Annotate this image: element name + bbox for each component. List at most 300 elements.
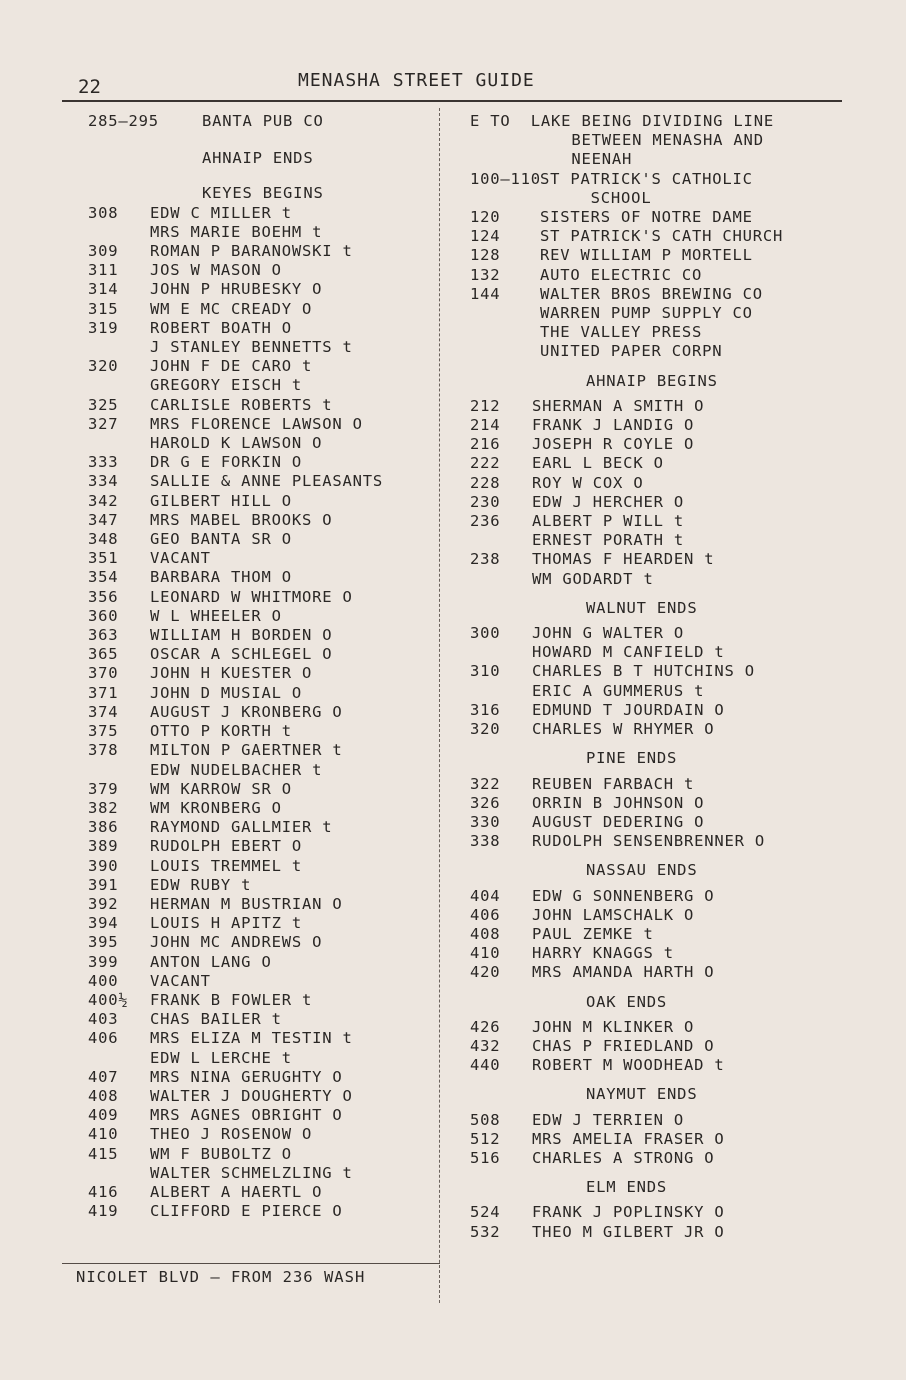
resident-name: WM KARROW SR O bbox=[150, 779, 292, 798]
house-number: 392 bbox=[88, 894, 119, 913]
list-item bbox=[88, 511, 438, 530]
list-item bbox=[470, 701, 890, 720]
list-item bbox=[470, 1223, 890, 1242]
house-number: 322 bbox=[470, 774, 501, 793]
list-item bbox=[88, 664, 438, 683]
house-number: 370 bbox=[88, 664, 119, 683]
street-heading: NAYMUT ENDS bbox=[586, 1085, 698, 1104]
house-number: 516 bbox=[470, 1148, 501, 1167]
resident-name: MRS AGNES OBRIGHT O bbox=[150, 1106, 343, 1125]
left-entries-list bbox=[88, 204, 438, 1222]
resident-name: RUDOLPH SENSENBRENNER O bbox=[532, 832, 766, 851]
house-number bbox=[470, 682, 532, 701]
list-item bbox=[470, 1130, 890, 1149]
list-item bbox=[470, 887, 890, 906]
resident-name: LEONARD W WHITMORE O bbox=[150, 587, 353, 606]
resident-name: CHARLES W RHYMER O bbox=[532, 720, 715, 739]
house-number: 333 bbox=[88, 453, 119, 472]
list-item bbox=[88, 204, 438, 223]
resident-name: WALTER SCHMELZLING t bbox=[150, 1163, 353, 1182]
intro-line: BETWEEN MENASHA AND bbox=[470, 131, 764, 150]
resident-name: SHERMAN A SMITH O bbox=[532, 396, 705, 415]
house-number bbox=[88, 434, 150, 453]
list-item bbox=[88, 112, 438, 131]
house-number bbox=[470, 189, 540, 208]
list-item bbox=[88, 799, 438, 818]
resident-name: MRS ELIZA M TESTIN t bbox=[150, 1029, 353, 1048]
house-number bbox=[470, 531, 532, 550]
house-number: 356 bbox=[88, 587, 119, 606]
house-number bbox=[470, 304, 540, 323]
house-number bbox=[470, 570, 532, 589]
list-item bbox=[470, 550, 890, 569]
house-number: 128 bbox=[470, 246, 501, 265]
house-number: 532 bbox=[470, 1222, 501, 1241]
resident-name: LOUIS H APITZ t bbox=[150, 914, 302, 933]
list-item bbox=[88, 1049, 438, 1068]
resident-name: THOMAS F HEARDEN t bbox=[532, 550, 715, 569]
resident-name: MRS AMELIA FRASER O bbox=[532, 1129, 725, 1148]
house-number: 319 bbox=[88, 318, 119, 337]
list-item bbox=[88, 1106, 438, 1125]
list-item bbox=[470, 227, 890, 246]
right-sections-list bbox=[470, 170, 890, 1242]
house-number: 351 bbox=[88, 549, 119, 568]
resident-name: GILBERT HILL O bbox=[150, 491, 292, 510]
house-number: 228 bbox=[470, 473, 501, 492]
resident-name: JOHN LAMSCHALK O bbox=[532, 905, 695, 924]
resident-name: ROBERT M WOODHEAD t bbox=[532, 1056, 725, 1075]
resident-name: EARL L BECK O bbox=[532, 454, 664, 473]
resident-name: AUGUST DEDERING O bbox=[532, 812, 705, 831]
list-item bbox=[88, 568, 438, 587]
resident-name: MRS MABEL BROOKS O bbox=[150, 510, 333, 529]
resident-name: SALLIE & ANNE PLEASANTS bbox=[150, 472, 384, 491]
resident-name: VACANT bbox=[150, 549, 211, 568]
resident-name: OSCAR A SCHLEGEL O bbox=[150, 645, 333, 664]
list-item bbox=[88, 300, 438, 319]
resident-name: W L WHEELER O bbox=[150, 606, 282, 625]
resident-name: HOWARD M CANFIELD t bbox=[532, 643, 725, 662]
house-number: 400½ bbox=[88, 990, 129, 1009]
list-item bbox=[88, 434, 438, 453]
resident-name: EDW J HERCHER O bbox=[532, 492, 684, 511]
house-number: 400 bbox=[88, 971, 119, 990]
list-item bbox=[470, 662, 890, 681]
list-item bbox=[470, 246, 890, 265]
resident-name: JOHN M KLINKER O bbox=[532, 1017, 695, 1036]
resident-name: HARRY KNAGGS t bbox=[532, 944, 674, 963]
footer-rule bbox=[62, 1263, 440, 1264]
house-number: 508 bbox=[470, 1110, 501, 1129]
resident-name: WARREN PUMP SUPPLY CO bbox=[540, 304, 753, 323]
house-number: 124 bbox=[470, 227, 501, 246]
resident-name: BANTA PUB CO bbox=[202, 112, 324, 130]
house-number: 144 bbox=[470, 284, 501, 303]
list-item bbox=[470, 1018, 890, 1037]
list-item bbox=[470, 170, 890, 189]
list-item bbox=[88, 722, 438, 741]
house-number bbox=[88, 338, 150, 357]
house-number: 407 bbox=[88, 1067, 119, 1086]
house-number: 410 bbox=[470, 944, 501, 963]
street-heading: ELM ENDS bbox=[586, 1178, 668, 1197]
resident-name: ROMAN P BARANOWSKI t bbox=[150, 242, 353, 261]
list-item bbox=[88, 280, 438, 299]
resident-name: ALBERT A HAERTL O bbox=[150, 1182, 323, 1201]
list-item bbox=[470, 570, 890, 589]
resident-name: WM E MC CREADY O bbox=[150, 299, 313, 318]
street-heading: AHNAIP BEGINS bbox=[586, 371, 718, 390]
list-item bbox=[470, 832, 890, 851]
resident-name: CHAS BAILER t bbox=[150, 1010, 282, 1029]
resident-name: WM KRONBERG O bbox=[150, 798, 282, 817]
resident-name: JOHN G WALTER O bbox=[532, 624, 684, 643]
list-item bbox=[470, 794, 890, 813]
intro-line: NEENAH bbox=[470, 150, 633, 169]
resident-name: ROBERT BOATH O bbox=[150, 318, 292, 337]
house-number: 120 bbox=[470, 208, 501, 227]
house-number: 426 bbox=[470, 1017, 501, 1036]
list-item bbox=[88, 472, 438, 491]
resident-name: SCHOOL bbox=[540, 188, 652, 207]
list-item bbox=[470, 720, 890, 739]
house-number: 132 bbox=[470, 265, 501, 284]
resident-name: ERIC A GUMMERUS t bbox=[532, 681, 705, 700]
house-number: 382 bbox=[88, 798, 119, 817]
list-item bbox=[470, 397, 890, 416]
resident-name: JOHN MC ANDREWS O bbox=[150, 933, 323, 952]
list-item bbox=[88, 895, 438, 914]
resident-name: ROY W COX O bbox=[532, 473, 644, 492]
list-item bbox=[470, 1056, 890, 1075]
house-number: 406 bbox=[470, 905, 501, 924]
resident-name: AUTO ELECTRIC CO bbox=[540, 265, 703, 284]
resident-name: HERMAN M BUSTRIAN O bbox=[150, 894, 343, 913]
list-item bbox=[88, 876, 438, 895]
house-number: 330 bbox=[470, 812, 501, 831]
list-item bbox=[88, 492, 438, 511]
list-item bbox=[88, 1183, 438, 1202]
house-number bbox=[88, 1164, 150, 1183]
street-heading: OAK ENDS bbox=[586, 992, 668, 1011]
list-item bbox=[470, 342, 890, 361]
house-number: 212 bbox=[470, 396, 501, 415]
list-item bbox=[88, 319, 438, 338]
resident-name: EDW J TERRIEN O bbox=[532, 1110, 684, 1129]
house-number: 347 bbox=[88, 510, 119, 529]
list-item bbox=[88, 933, 438, 952]
house-number: 311 bbox=[88, 261, 119, 280]
resident-name: CHARLES B T HUTCHINS O bbox=[532, 662, 755, 681]
resident-name: MRS MARIE BOEHM t bbox=[150, 222, 323, 241]
house-number: 390 bbox=[88, 856, 119, 875]
list-item bbox=[88, 703, 438, 722]
list-item bbox=[88, 1068, 438, 1087]
page-title: MENASHA STREET GUIDE bbox=[298, 70, 535, 91]
resident-name: MRS FLORENCE LAWSON O bbox=[150, 414, 363, 433]
house-number: 419 bbox=[88, 1202, 119, 1221]
resident-name: PAUL ZEMKE t bbox=[532, 924, 654, 943]
list-item bbox=[470, 454, 890, 473]
header-rule bbox=[62, 100, 842, 102]
list-item bbox=[88, 972, 438, 991]
list-item bbox=[88, 1125, 438, 1144]
house-number: 365 bbox=[88, 645, 119, 664]
list-item bbox=[470, 266, 890, 285]
resident-name: EDW L LERCHE t bbox=[150, 1048, 292, 1067]
resident-name: CHAS P FRIEDLAND O bbox=[532, 1036, 715, 1055]
resident-name: ST PATRICK'S CATHOLIC bbox=[540, 169, 753, 188]
resident-name: FRANK B FOWLER t bbox=[150, 990, 313, 1009]
resident-name: ST PATRICK'S CATH CHURCH bbox=[540, 227, 784, 246]
resident-name: MRS NINA GERUGHTY O bbox=[150, 1067, 343, 1086]
resident-name: CLIFFORD E PIERCE O bbox=[150, 1202, 343, 1221]
house-number: 404 bbox=[470, 886, 501, 905]
house-number: 386 bbox=[88, 818, 119, 837]
list-item bbox=[88, 453, 438, 472]
house-number: 308 bbox=[88, 203, 119, 222]
house-number: 410 bbox=[88, 1125, 119, 1144]
house-number: 399 bbox=[88, 952, 119, 971]
house-number: 432 bbox=[470, 1036, 501, 1055]
house-number: 214 bbox=[470, 416, 501, 435]
house-number: 316 bbox=[470, 700, 501, 719]
house-number: 391 bbox=[88, 875, 119, 894]
house-number: 524 bbox=[470, 1203, 501, 1222]
street-heading: PINE ENDS bbox=[586, 749, 678, 768]
list-item bbox=[470, 304, 890, 323]
resident-name: ALBERT P WILL t bbox=[532, 512, 684, 531]
list-item bbox=[470, 531, 890, 550]
intro-text bbox=[470, 112, 890, 170]
house-number: 325 bbox=[88, 395, 119, 414]
house-number: 236 bbox=[470, 512, 501, 531]
house-number: 406 bbox=[88, 1029, 119, 1048]
house-number: 363 bbox=[88, 626, 119, 645]
list-item bbox=[88, 991, 438, 1010]
street-heading: KEYES BEGINS bbox=[202, 184, 324, 203]
house-number: 238 bbox=[470, 550, 501, 569]
resident-name: WM GODARDT t bbox=[532, 569, 654, 588]
house-number bbox=[470, 342, 540, 361]
house-number: 354 bbox=[88, 568, 119, 587]
house-number: 395 bbox=[88, 933, 119, 952]
resident-name: J STANLEY BENNETTS t bbox=[150, 338, 353, 357]
house-number: 374 bbox=[88, 702, 119, 721]
resident-name: SISTERS OF NOTRE DAME bbox=[540, 208, 753, 227]
house-number: 309 bbox=[88, 242, 119, 261]
resident-name: JOHN P HRUBESKY O bbox=[150, 280, 323, 299]
list-item bbox=[88, 1164, 438, 1183]
intro-line: E TO LAKE BEING DIVIDING LINE bbox=[470, 112, 774, 130]
resident-name: CHARLES A STRONG O bbox=[532, 1148, 715, 1167]
house-number: 300 bbox=[470, 624, 501, 643]
resident-name: OTTO P KORTH t bbox=[150, 722, 292, 741]
resident-name: FRANK J LANDIG O bbox=[532, 416, 695, 435]
house-number: 409 bbox=[88, 1106, 119, 1125]
house-number: 408 bbox=[88, 1086, 119, 1105]
house-number: 408 bbox=[470, 924, 501, 943]
list-item bbox=[88, 1145, 438, 1164]
resident-name: CARLISLE ROBERTS t bbox=[150, 395, 333, 414]
resident-name: ERNEST PORATH t bbox=[532, 531, 684, 550]
resident-name: JOS W MASON O bbox=[150, 261, 282, 280]
resident-name: EDW G SONNENBERG O bbox=[532, 886, 715, 905]
list-item bbox=[88, 357, 438, 376]
house-number bbox=[88, 1049, 150, 1068]
resident-name: DR G E FORKIN O bbox=[150, 453, 302, 472]
list-item bbox=[88, 338, 438, 357]
list-item bbox=[88, 261, 438, 280]
list-item bbox=[470, 1037, 890, 1056]
resident-name: WALTER BROS BREWING CO bbox=[540, 284, 763, 303]
resident-name: GEO BANTA SR O bbox=[150, 530, 292, 549]
resident-name: ANTON LANG O bbox=[150, 952, 272, 971]
resident-name: EDW RUBY t bbox=[150, 875, 252, 894]
resident-name: JOSEPH R COYLE O bbox=[532, 435, 695, 454]
resident-name: RAYMOND GALLMIER t bbox=[150, 818, 333, 837]
resident-name: MILTON P GAERTNER t bbox=[150, 741, 343, 760]
list-item bbox=[470, 682, 890, 701]
house-number: 327 bbox=[88, 414, 119, 433]
street-heading: NASSAU ENDS bbox=[586, 861, 698, 880]
resident-name: RUDOLPH EBERT O bbox=[150, 837, 302, 856]
resident-name: HAROLD K LAWSON O bbox=[150, 434, 323, 453]
resident-name: MRS AMANDA HARTH O bbox=[532, 963, 715, 982]
house-number bbox=[88, 761, 150, 780]
list-item bbox=[470, 813, 890, 832]
list-item bbox=[88, 684, 438, 703]
list-item bbox=[88, 588, 438, 607]
list-item bbox=[88, 415, 438, 434]
house-number bbox=[88, 223, 150, 242]
list-item bbox=[88, 837, 438, 856]
list-item bbox=[470, 963, 890, 982]
house-number: 315 bbox=[88, 299, 119, 318]
house-number: 334 bbox=[88, 472, 119, 491]
resident-name: VACANT bbox=[150, 971, 211, 990]
street-heading: AHNAIP ENDS bbox=[202, 149, 314, 168]
list-item bbox=[88, 1010, 438, 1029]
list-item bbox=[470, 775, 890, 794]
resident-name: LOUIS TREMMEL t bbox=[150, 856, 302, 875]
right-column bbox=[470, 112, 890, 1242]
list-item bbox=[470, 189, 890, 208]
resident-name: REV WILLIAM P MORTELL bbox=[540, 246, 753, 265]
street-heading: WALNUT ENDS bbox=[586, 598, 698, 617]
resident-name: JOHN F DE CARO t bbox=[150, 357, 313, 376]
list-item bbox=[88, 626, 438, 645]
house-number: 230 bbox=[470, 492, 501, 511]
house-number: 222 bbox=[470, 454, 501, 473]
house-number: 285–295 bbox=[88, 112, 159, 130]
house-number: 415 bbox=[88, 1144, 119, 1163]
resident-name: EDW NUDELBACHER t bbox=[150, 760, 323, 779]
list-item bbox=[470, 1203, 890, 1222]
resident-name: THEO J ROSENOW O bbox=[150, 1125, 313, 1144]
resident-name: JOHN H KUESTER O bbox=[150, 664, 313, 683]
list-item bbox=[470, 512, 890, 531]
house-number: 375 bbox=[88, 722, 119, 741]
house-number: 403 bbox=[88, 1010, 119, 1029]
list-item bbox=[470, 906, 890, 925]
resident-name: FRANK J POPLINSKY O bbox=[532, 1203, 725, 1222]
list-item bbox=[470, 474, 890, 493]
list-item bbox=[470, 493, 890, 512]
footer-note: NICOLET BLVD – FROM 236 WASH bbox=[76, 1268, 366, 1286]
list-item bbox=[88, 242, 438, 261]
resident-name: ORRIN B JOHNSON O bbox=[532, 793, 705, 812]
house-number: 342 bbox=[88, 491, 119, 510]
resident-name: JOHN D MUSIAL O bbox=[150, 683, 302, 702]
list-item bbox=[88, 818, 438, 837]
house-number: 320 bbox=[470, 720, 501, 739]
column-divider bbox=[439, 108, 440, 1303]
resident-name: THE VALLEY PRESS bbox=[540, 323, 703, 342]
list-item bbox=[470, 416, 890, 435]
list-item bbox=[470, 925, 890, 944]
list-item bbox=[88, 607, 438, 626]
list-item bbox=[470, 624, 890, 643]
list-item bbox=[470, 1149, 890, 1168]
list-item bbox=[88, 645, 438, 664]
house-number: 389 bbox=[88, 837, 119, 856]
house-number: 420 bbox=[470, 963, 501, 982]
page-number: 22 bbox=[78, 76, 101, 98]
house-number bbox=[88, 376, 150, 395]
list-item bbox=[88, 1029, 438, 1048]
resident-name: GREGORY EISCH t bbox=[150, 376, 302, 395]
list-item bbox=[470, 323, 890, 342]
house-number: 100–110 bbox=[470, 169, 541, 188]
house-number bbox=[470, 643, 532, 662]
list-item bbox=[88, 530, 438, 549]
resident-name: EDMUND T JOURDAIN O bbox=[532, 700, 725, 719]
list-item bbox=[88, 953, 438, 972]
house-number: 378 bbox=[88, 741, 119, 760]
list-item bbox=[88, 741, 438, 760]
resident-name: WM F BUBOLTZ O bbox=[150, 1144, 292, 1163]
left-column bbox=[88, 112, 438, 1221]
list-item bbox=[88, 1202, 438, 1221]
house-number: 360 bbox=[88, 606, 119, 625]
house-number: 371 bbox=[88, 683, 119, 702]
resident-name: WALTER J DOUGHERTY O bbox=[150, 1086, 353, 1105]
house-number: 320 bbox=[88, 357, 119, 376]
house-number: 348 bbox=[88, 530, 119, 549]
resident-name: REUBEN FARBACH t bbox=[532, 774, 695, 793]
house-number: 216 bbox=[470, 435, 501, 454]
resident-name: AUGUST J KRONBERG O bbox=[150, 702, 343, 721]
house-number: 394 bbox=[88, 914, 119, 933]
list-item bbox=[88, 761, 438, 780]
house-number: 440 bbox=[470, 1056, 501, 1075]
house-number: 416 bbox=[88, 1182, 119, 1201]
house-number: 314 bbox=[88, 280, 119, 299]
list-item bbox=[88, 223, 438, 242]
house-number bbox=[470, 323, 540, 342]
house-number: 326 bbox=[470, 793, 501, 812]
house-number: 310 bbox=[470, 662, 501, 681]
list-item bbox=[470, 643, 890, 662]
house-number: 338 bbox=[470, 832, 501, 851]
list-item bbox=[88, 396, 438, 415]
resident-name: BARBARA THOM O bbox=[150, 568, 292, 587]
resident-name: EDW C MILLER t bbox=[150, 203, 292, 222]
list-item bbox=[470, 1111, 890, 1130]
list-item bbox=[88, 549, 438, 568]
